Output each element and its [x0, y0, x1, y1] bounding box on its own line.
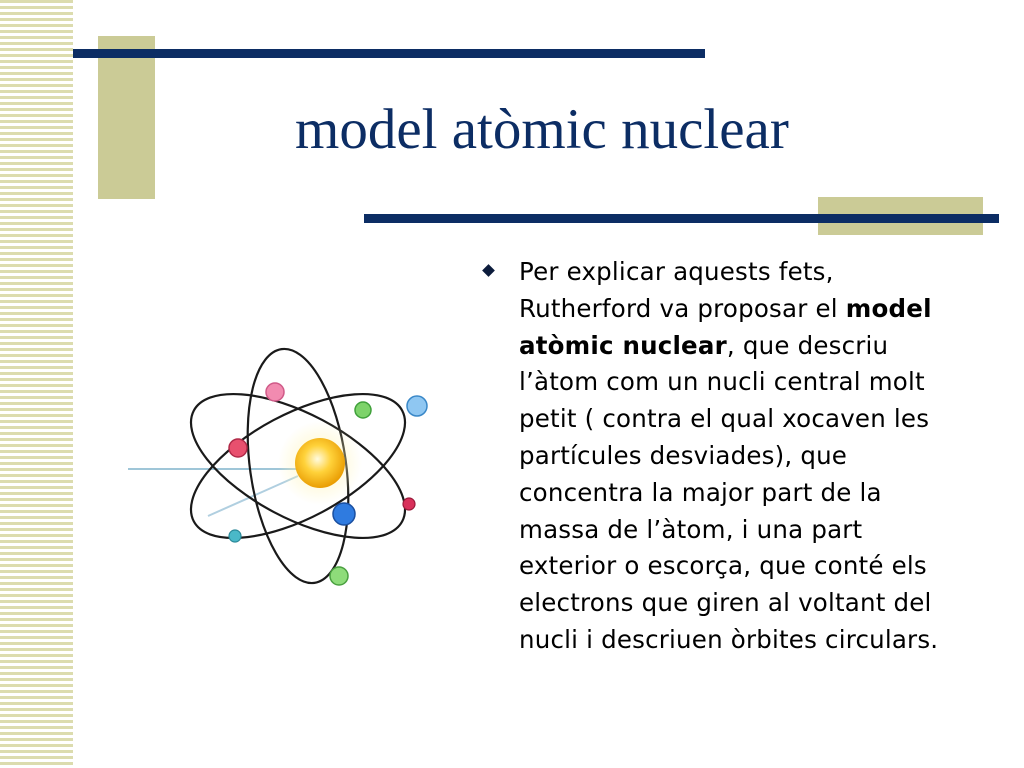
decorative-block-top — [98, 36, 155, 199]
bullet-text-after: , que descriu l’àtom com un nucli central molt petit ( contra el qual xocaven les partícules desviades), que concentra la major part de la massa de l’àtom, i una part exterior o escorça, que conté els electrons que giren al voltant del nucli i descriuen òrbites circulars. — [519, 330, 939, 654]
bullet-text — [519, 254, 960, 659]
title-rule-bottom — [364, 214, 999, 223]
diamond-bullet-icon — [482, 264, 495, 277]
title-rule-top — [73, 49, 705, 58]
slide-title: model atòmic nuclear — [295, 98, 789, 161]
bullet-item — [480, 254, 960, 659]
bullet-emphasis: model atòmic nuclear — [519, 293, 932, 360]
atom-diagram-icon — [128, 338, 428, 600]
decorative-stripes — [0, 0, 73, 768]
bullet-text-before: Per explicar aquests fets, Rutherford va proposar el — [519, 257, 846, 323]
